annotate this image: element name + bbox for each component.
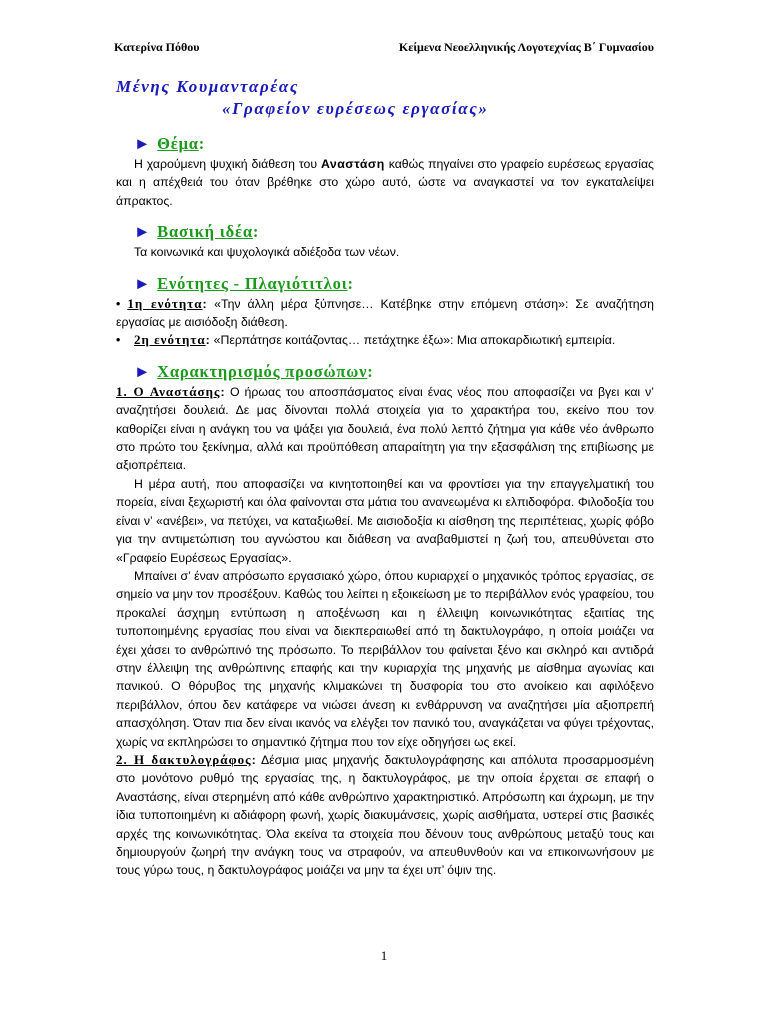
header-author: Κατερίνα Πόθου	[114, 40, 200, 54]
right-triangle-icon: ►	[134, 134, 152, 153]
work-title: «Γραφείον ευρέσεως εργασίας»	[222, 99, 489, 118]
unit-1-paragraph: • 1η ενότητα: «Την άλλη μέρα ξύπνησε… Κατέβηκε στην επόμενη στάση»: Σε αναζήτηση εργασίας με αισιόδοξη διάθεση.	[116, 295, 654, 330]
bullet-icon: •	[116, 296, 128, 311]
section-heading-characters: ► Χαρακτηρισμός προσώπων:	[134, 361, 374, 381]
theme-paragraph: Η χαρούμενη ψυχική διάθεση του Αναστάση καθώς πηγαίνει στο γραφείο ευρέσεως εργασίας και η απέχθειά του όταν βρέθηκε στο χώρο αυτό, ώστε να αναγκαστεί να τον εγκαταλείψει άπρακτος.	[116, 157, 654, 208]
bullet-icon: •	[116, 333, 134, 348]
main-idea-paragraph: Τα κοινωνικά και ψυχολογικά αδιέξοδα των νέων.	[134, 245, 400, 260]
character-2-paragraph-1: 2. Η δακτυλογράφος: Δέσμια μιας μηχανής δακτυλογράφησης και απόλυτα προσαρμοσμένη στο μονότονο ρυθμό της εργασίας της, η δακτυλογράφος, με την οποία έρχεται σε επαφή ο Αναστάσης, είναι στερημένη από κάθε ανθρώπινο χαρακτηριστικό. Απρόσωπη και άχρωμη, με την ίδια τυποποιημένη κι αδιάφορη φωνή, χωρίς διακυμάνσεις, χωρίς αισθήματα, υστερεί στις βασικές αρχές της κοινωνικότητας. Όλα εκείνα τα στοιχεία που δένουν τους ανθρώπους μεταξύ τους και δημιουργούν ζωηρή την ανάγκη τους να στραφούν, να απευθυνθούν και να επικοινωνήσουν με τους γύρω τους, η δακτυλογράφος μοιάζει να μην τα έχει υπ’ όψιν της.	[116, 751, 654, 878]
right-triangle-icon: ►	[134, 273, 152, 293]
character-1-paragraph-1: 1. Ο Αναστάσης: Ο ήρωας του αποσπάσματος είναι ένας νέος που αποφασίζει να βγει και ν’ αναζητήσει δουλειά. Δε μας δίνονται πολλά στοιχεία για το χαρακτήρα του, εκείνο που τον καθορίζει είναι η ανάγκη του να ψάξει για δουλειά, ένα πολύ λεπτό ζήτημα για κάθε νέο άνθρωπο στο πρώτο του ξεκίνημα, αλλά και προϋπόθεση απαραίτητη για την εξασφάλιση της επιβίωσης με αξιοπρέπεια.	[116, 383, 654, 473]
section-heading-units: ► Ενότητες - Πλαγιότιτλοι:	[134, 273, 354, 293]
document-body	[116, 76, 654, 880]
header-course: Κείμενα Νεοελληνικής Λογοτεχνίας Β΄ Γυμνασίου	[398, 40, 654, 54]
page-header	[114, 40, 654, 55]
unit-2-paragraph: • 2η ενότητα: «Περπάτησε κοιτάζοντας… πετάχτηκε έξω»: Μια αποκαρδιωτική εμπειρία.	[116, 332, 616, 348]
section-heading-theme: ► Θέμα:	[134, 134, 206, 153]
section-heading-main-idea: ► Βασική ιδέα:	[134, 222, 260, 242]
author-name: Μένης Κουμανταρέας	[116, 77, 300, 96]
character-1-label: 1. Ο Αναστάσης	[116, 383, 221, 399]
page-number: 1	[380, 948, 388, 963]
right-triangle-icon: ►	[134, 361, 152, 381]
right-triangle-icon: ►	[134, 222, 152, 242]
character-2-label: 2. Η δακτυλογράφος	[116, 751, 252, 767]
character-1-paragraph-2: Η μέρα αυτή, που αποφασίζει να κινητοποιηθεί και να φροντίσει για την επαγγελματική του πορεία, είναι ξεχωριστή και όλα φαίνονται στα μάτια του ανανεωμένα κι ελπιδοφόρα. Φιλοδοξία του είναι ν’ «ανέβει», να πετύχει, να καταξιωθεί. Με αισιοδοξία κι αίσθηση της περιπέτειας, χωρίς φόβο για την αντιμετώπιση του αγνώστου και διάθεση να αναβαθμιστεί η ζωή του, απευθύνεται στο «Γραφείο Ευρέσεως Εργασίας».	[116, 476, 654, 565]
character-1-paragraph-3: Μπαίνει σ’ έναν απρόσωπο εργασιακό χώρο, όπου κυριαρχεί ο μηχανικός τρόπος εργασίας, σε σημείο να μην τον προσέξουν. Καθώς του λείπει η εξοικείωση με το περιβάλλον ενός γραφείου, του προκαλεί άσχημη εντύπωση η αποξένωση και η έλλειψη κοινωνικότητας εξαιτίας της τυποποιημένης εργασίας που είναι να διεκπεραιωθεί από τη δακτυλογράφο, η οποία μοιάζει να έχει χάσει το ανθρώπινό της πρόσωπο. Το περιβάλλον του φαίνεται ξένο και σκληρό και αντιδρά στην έλλειψη της ανθρώπινης επαφής και την κυριαρχία της μηχανής με αίσθημα αγωνίας και πανικού. Ο θόρυβος της μηχανής κλιμακώνει τη δυσφορία του στο ανοίκειο και αφιλόξενο περιβάλλον, όπου δεν κατάφερε να νιώσει άνεση κι ενθάρρυνση να αναζητήσει μία αξιοπρεπή απασχόληση. Όταν πια δεν είναι ικανός να ελέγξει τον πανικό του, αναγκάζεται να φύγει τρέχοντας, χωρίς να εκπληρώσει το σημαντικό ζήτημα που τον είχε οδηγήσει ως εκεί.	[116, 568, 654, 749]
